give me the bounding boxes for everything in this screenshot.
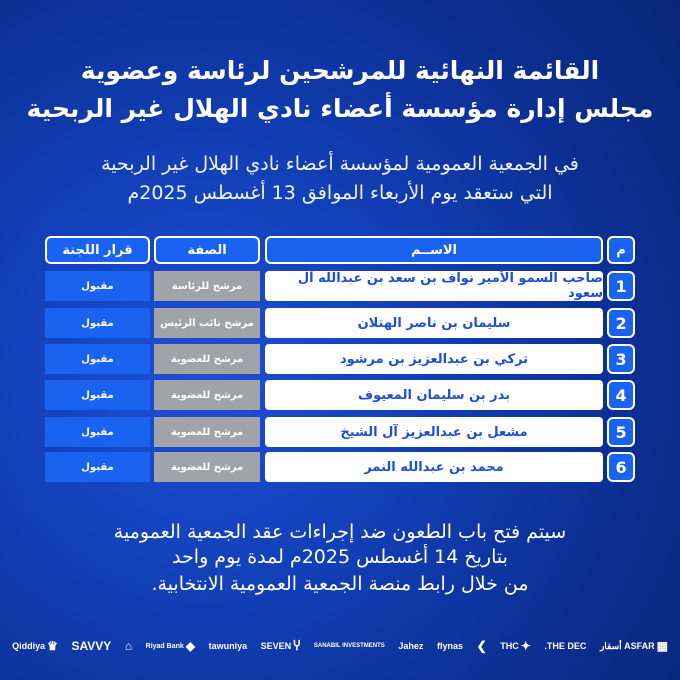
row-number: 5 xyxy=(607,417,635,447)
row-number: 4 xyxy=(607,380,635,410)
sponsor-savvy: SAVVY xyxy=(71,639,112,653)
subtitle-line-1: في الجمعية العمومية لمؤسسة أعضاء نادي الهلال غير الربحية xyxy=(101,153,579,175)
committee-decision: مقبول xyxy=(45,380,150,410)
sponsor-asfar: ▦ ASFAR أسفار xyxy=(599,639,668,653)
seven-logo-icon: Ⴤ xyxy=(293,639,301,653)
sponsor-qiddiya: ♛ Qiddiya xyxy=(12,639,58,653)
sponsor-jahez: Jahez xyxy=(398,641,424,651)
candidate-name: سليمان بن ناصر الهتلان xyxy=(265,308,603,338)
sponsor-roshn xyxy=(125,639,132,653)
row-number: 6 xyxy=(607,452,635,482)
header-name: الاســم xyxy=(265,236,603,264)
candidate-name: صاحب السمو الأمير نواف بن سعد بن عبدالله آل سعود xyxy=(265,271,603,301)
candidate-name: بدر بن سليمان المعيوف xyxy=(265,380,603,410)
committee-decision: مقبول xyxy=(45,271,150,301)
asfar-logo-icon: ▦ xyxy=(656,639,668,653)
candidate-name: مشعل بن عبدالعزيز آل الشيخ xyxy=(265,417,603,447)
puma-logo-icon: ❯ xyxy=(476,639,487,653)
appeal-note-line-2: بتاريخ 14 أغسطس 2025م لمدة يوم واحد xyxy=(172,546,508,568)
sponsor-sanabil: SANABIL INVESTMENTS xyxy=(313,643,385,649)
title-line-1: القائمة النهائية للمرشحين لرئاسة وعضوية xyxy=(80,56,600,85)
candidate-role: مرشح للعضوية xyxy=(154,452,260,482)
row-number: 1 xyxy=(607,271,635,301)
qiddiya-logo-icon: ♛ xyxy=(47,639,58,653)
header-num: م xyxy=(607,236,635,264)
candidate-name: تركي بن عبدالعزيز بن مرشود xyxy=(265,344,603,374)
sponsor-flynas: flynas xyxy=(436,641,463,651)
candidate-role: مرشح للعضوية xyxy=(154,417,260,447)
riyad-bank-logo-icon: ◆ xyxy=(185,639,195,653)
appeal-note-line-1: سيتم فتح باب الطعون ضد إجراءات عقد الجمعية العمومية xyxy=(113,521,567,543)
header-decision: قرار اللجنة xyxy=(45,236,150,264)
committee-decision: مقبول xyxy=(45,344,150,374)
sponsor-puma xyxy=(477,639,487,653)
committee-decision: مقبول xyxy=(45,308,150,338)
row-number: 2 xyxy=(607,308,635,338)
roshn-logo-icon: ⌂ xyxy=(124,639,133,653)
appeal-note-line-3: من خلال رابط منصة الجمعية العمومية الانتخابية. xyxy=(151,573,529,595)
candidate-role: مرشح للرئاسة xyxy=(154,271,260,301)
sponsor-riyad-bank: ◆ Riyad Bank xyxy=(145,639,195,653)
candidate-role: مرشح للعضوية xyxy=(154,344,260,374)
title-line-2: مجلس إدارة مؤسسة أعضاء نادي الهلال غير الربحية xyxy=(26,94,654,123)
sponsor-seven: Ⴤ SEVEN xyxy=(260,639,301,653)
sponsor-logos xyxy=(12,626,668,666)
thc-logo-icon: ✦ xyxy=(520,639,531,653)
sponsor-dec: THE DEC. xyxy=(544,641,587,651)
row-number: 3 xyxy=(607,344,635,374)
subtitle-line-2: التي ستعقد يوم الأربعاء الموافق 13 أغسطس 2025م xyxy=(127,182,553,204)
candidate-role: مرشح نائب الرئيس xyxy=(154,308,260,338)
sponsor-tawuniya: tawuniya xyxy=(208,641,248,651)
committee-decision: مقبول xyxy=(45,417,150,447)
candidate-name: محمد بن عبدالله النمر xyxy=(265,452,603,482)
committee-decision: مقبول xyxy=(45,452,150,482)
sponsor-thc: ✦ THC xyxy=(500,639,531,653)
candidate-role: مرشح للعضوية xyxy=(154,380,260,410)
header-role: الصفة xyxy=(154,236,260,264)
